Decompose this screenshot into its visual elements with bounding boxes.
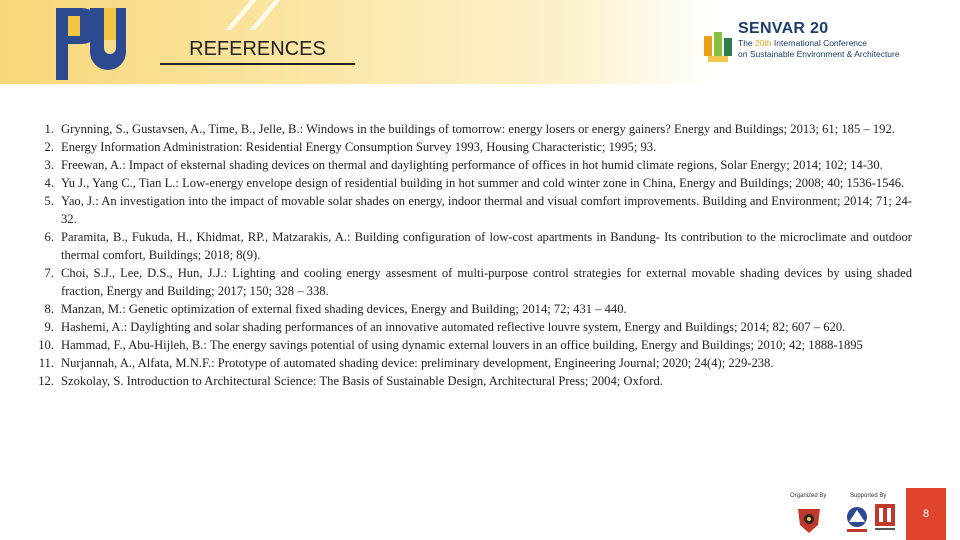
conference-name: SENVAR 20 xyxy=(738,20,829,37)
organized-by-label: Organized By xyxy=(790,493,827,499)
conference-line1 xyxy=(738,38,900,49)
reference-text: Nurjannah, A., Alfata, M.N.F.: Prototype of automated shading device: preliminary development, Engineering Journal; 2020; 24(4); 229-238. xyxy=(61,356,774,370)
reference-item xyxy=(30,354,912,372)
reference-item xyxy=(30,318,912,336)
reference-number: 2. xyxy=(44,140,54,154)
supporter-logo-2-icon xyxy=(873,502,897,532)
reference-number: 8. xyxy=(44,302,54,316)
reference-number: 11. xyxy=(38,356,54,370)
conference-line2: on Sustainable Environment & Architecture xyxy=(738,49,900,59)
reference-number: 1. xyxy=(44,122,54,136)
pu-logo-icon xyxy=(46,8,126,88)
page-title: REFERENCES xyxy=(160,38,355,65)
reference-number: 9. xyxy=(44,320,54,334)
conference-line1-highlight: 20th xyxy=(755,38,772,48)
reference-text: Paramita, B., Fukuda, H., Khidmat, RP., Matzarakis, A.: Building configuration of low-cost apartments in Bandung- Its contribution to the microclimate and outdoor thermal comfort, Buildings; 2018; 8(9). xyxy=(61,230,912,262)
reference-item xyxy=(30,372,912,390)
reference-text: Yao, J.: An investigation into the impact of movable solar shades on energy, indoor thermal and visual comfort improvements. Building and Environment; 2014; 71; 24-32. xyxy=(61,194,912,226)
senvar-text xyxy=(738,20,900,60)
reference-text: Hammad, F., Abu-Hijleh, B.: The energy savings potential of using dynamic external louvers in an office building, Energy and Buildings; 2010; 42; 1888-1895 xyxy=(61,338,863,352)
reference-item xyxy=(30,228,912,264)
reference-item xyxy=(30,192,912,228)
reference-text: Hashemi, A.: Daylighting and solar shading performances of an innovative automated reflective louvre system, Energy and Buildings; 2014; 82; 607 – 620. xyxy=(61,320,846,334)
reference-number: 5. xyxy=(44,194,54,208)
reference-text: Choi, S.J., Lee, D.S., Hun, J.J.: Lighting and cooling energy assesment of multi-purpose control strategies for external movable shading devices by using shaded fraction, Energy and Building; 2017; 150; 328 – 338. xyxy=(61,266,912,298)
reference-item xyxy=(30,138,912,156)
reference-item xyxy=(30,156,912,174)
reference-text: Manzan, M.: Genetic optimization of external fixed shading devices, Energy and Building; 2014; 72; 431 – 440. xyxy=(61,302,627,316)
reference-text: Freewan, A.: Impact of eksternal shading devices on thermal and daylighting performance of offices in hot humid climate regions, Solar Energy; 2014; 102; 14-30. xyxy=(61,158,883,172)
conference-line1-suffix: International Conference xyxy=(771,38,868,48)
page-number: 8 xyxy=(906,488,946,540)
reference-text: Szokolay, S. Introduction to Architectural Science: The Basis of Sustainable Design, Architectural Press; 2004; Oxford. xyxy=(61,374,663,388)
reference-list xyxy=(30,120,912,390)
conference-line1-prefix: The xyxy=(738,38,756,48)
reference-item xyxy=(30,336,912,354)
senvar-logo xyxy=(700,20,940,70)
reference-item xyxy=(30,300,912,318)
reference-text: Grynning, S., Gustavsen, A., Time, B., Jelle, B.: Windows in the buildings of tomorrow: energy losers or energy gainers? Energy and Buildings; 2013; 61; 185 – 192. xyxy=(61,122,895,136)
reference-number: 4. xyxy=(44,176,54,190)
reference-number: 7. xyxy=(44,266,54,280)
reference-number: 6. xyxy=(44,230,54,244)
banner-stripe xyxy=(249,0,280,30)
reference-number: 12. xyxy=(38,374,54,388)
reference-text: Energy Information Administration: Residential Energy Consumption Survey 1993, Housing Characteristic; 1995; 93. xyxy=(61,140,657,154)
reference-number: 3. xyxy=(44,158,54,172)
supporter-logo-1-icon xyxy=(843,504,871,534)
reference-text: Yu J., Yang C., Tian L.: Low-energy envelope design of residential building in hot summer and cold winter zone in China, Energy and Buildings; 2008; 40; 1536-1546. xyxy=(61,176,905,190)
senvar-cube-icon xyxy=(702,30,736,70)
reference-item xyxy=(30,264,912,300)
supported-by-label: Supported By xyxy=(850,493,887,499)
reference-item xyxy=(30,120,912,138)
organizer-logo-icon xyxy=(796,505,822,535)
reference-number: 10. xyxy=(38,338,54,352)
reference-item xyxy=(30,174,912,192)
